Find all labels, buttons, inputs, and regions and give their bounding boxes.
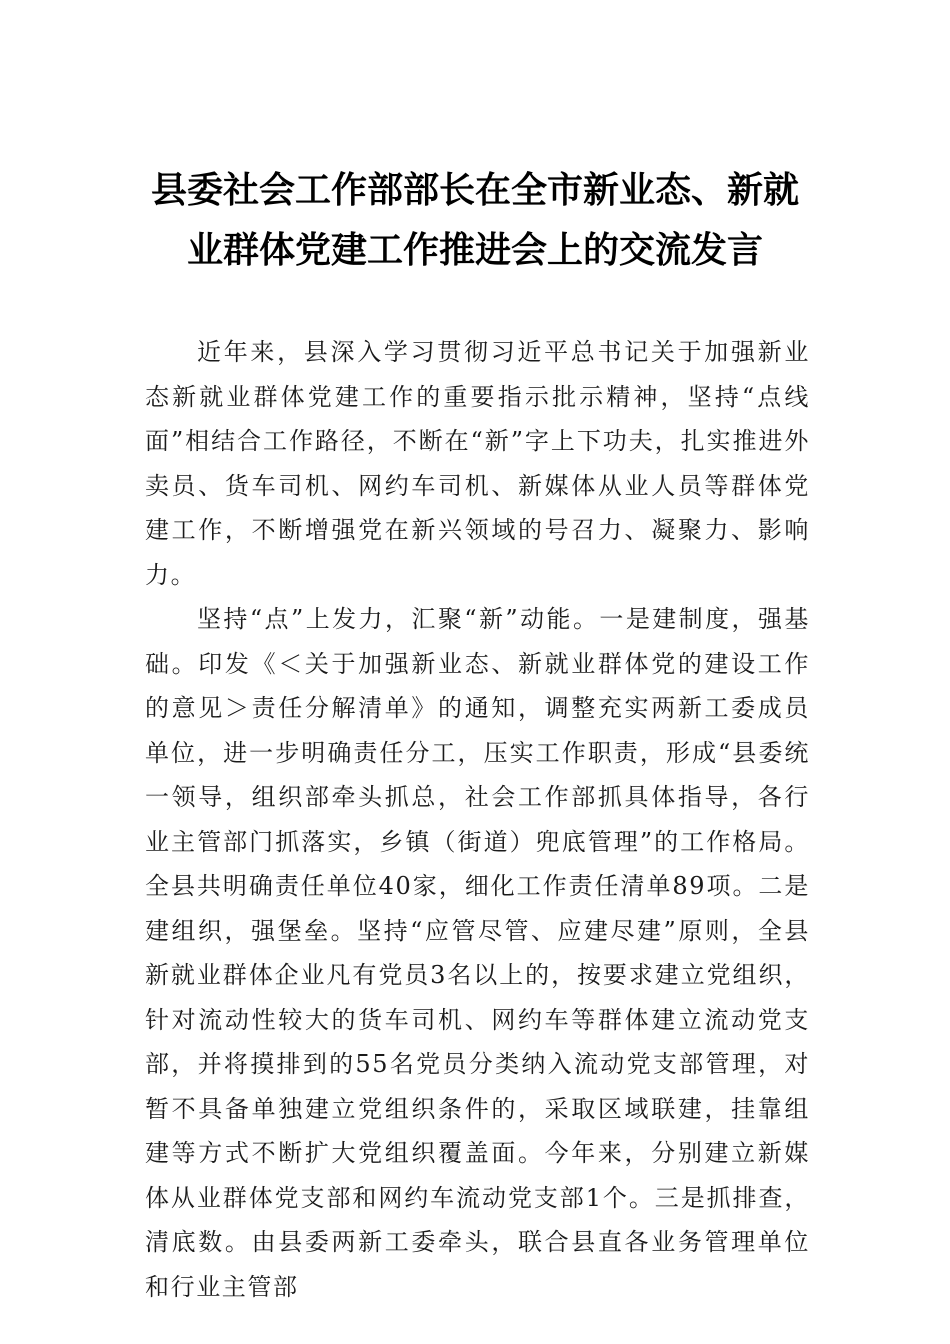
paragraph-intro: 近年来，县深入学习贯彻习近平总书记关于加强新业态新就业群体党建工作的重要指示批示精神，坚持“点线面”相结合工作路径，不断在“新”字上下功夫，扎实推进外卖员、货车司机、网约车司机、新媒体从业人员等群体党建工作，不断增强党在新兴领域的号召力、凝聚力、影响力。 [145, 338, 810, 589]
title-line-2: 业群体党建工作推进会上的交流发言 [186, 229, 763, 271]
paragraph-point-work: 坚持“点”上发力，汇聚“新”动能。一是建制度，强基础。印发《＜关于加强新业态、新就业群体党的建设工作的意见＞责任分解清单》的通知，调整充实两新工委成员单位，进一步明确责任分工，压实工作职责，形成“县委统一领导，组织部牵头抓总，社会工作部抓具体指导，各行业主管部门抓落实，乡镇（街道）兜底管理”的工作格局。全县共明确责任单位40家，细化工作责任清单89项。二是建组织，强堡垒。坚持“应管尽管、应建尽建”原则，全县新就业群体企业凡有党员3名以上的，按要求建立党组织，针对流动性较大的货车司机、网约车等群体建立流动党支部，并将摸排到的55名党员分类纳入流动党支部管理，对暂不具备单独建立党组织条件的，采取区域联建，挂靠组建等方式不断扩大党组织覆盖面。今年来，分别建立新媒体从业群体党支部和网约车流动党支部1个。三是抓排查，清底数。由县委两新工委牵头，联合县直各业务管理单位和行业主管部 [145, 605, 810, 1301]
document-title [120, 160, 830, 280]
title-line-1: 县委社会工作部部长在全市新业态、新就 [150, 169, 799, 211]
document-body [145, 330, 810, 1309]
